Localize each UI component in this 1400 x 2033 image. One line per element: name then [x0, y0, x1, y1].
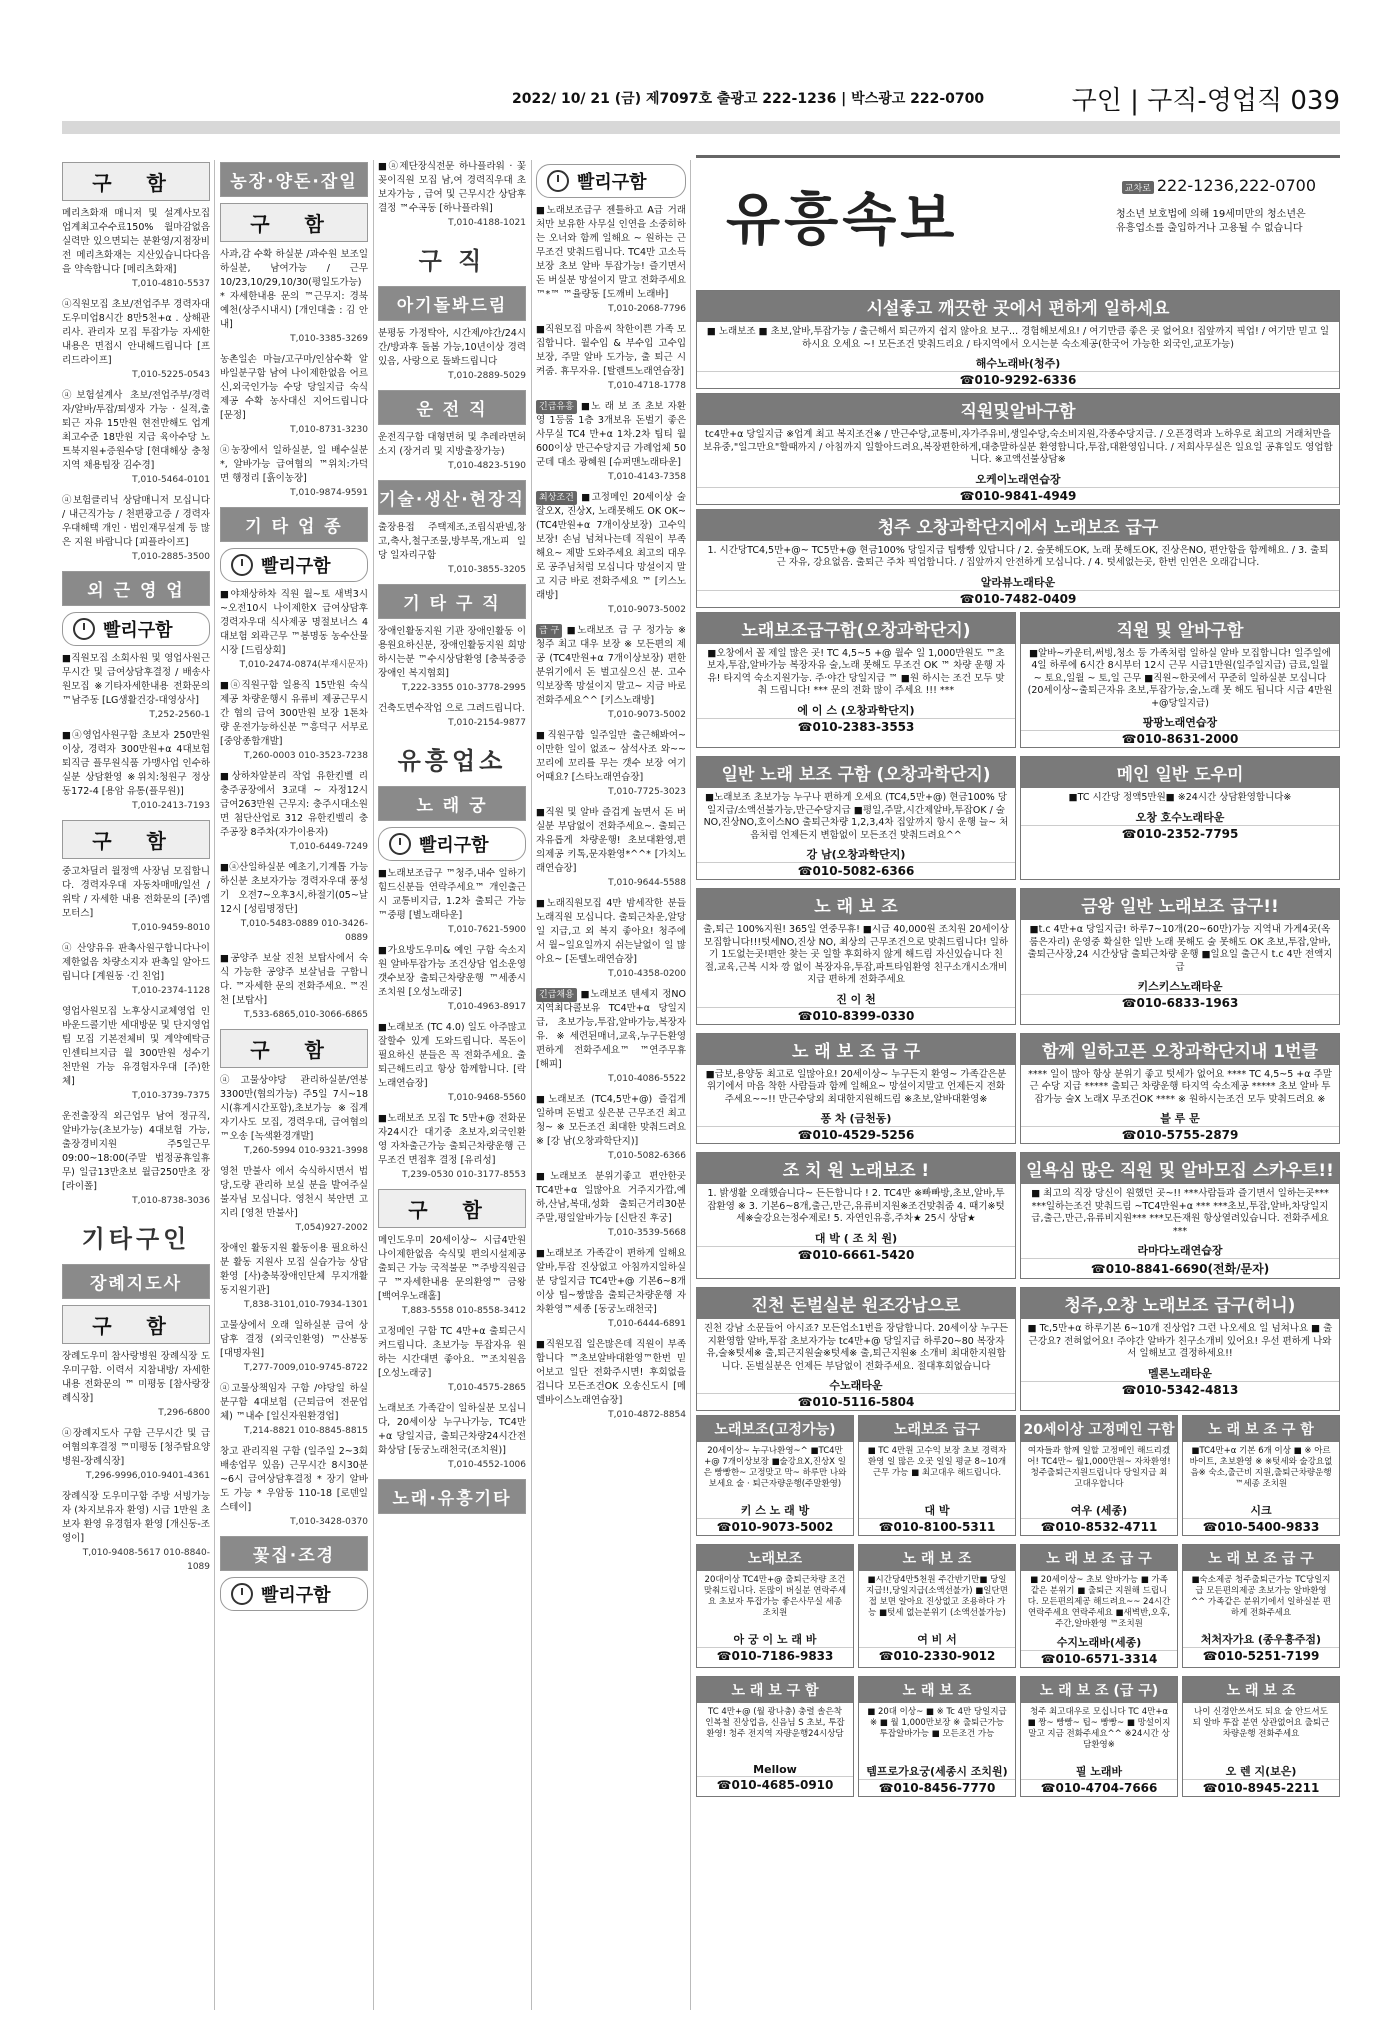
classified-ad: ⓐ직원모집 초보/전업주부 경력자대 도우미업8시간 8만5천+α . 상해관리사. 관리자 모집 투잡가능 자세한 내용은 면접시 안내해드립니다 [프리드라이프] T,010-5225-0543	[62, 299, 210, 380]
classified-ad: 긴급채용 ■노래보조 텐세지 정NO 지역최다콜보유 TC4만+α 당일지급, 초보가능,투잡,알바가능,복장자유. ※세련된매너,교육,누구든환영 편하게 전화주세요™ ™연주무휴 [해피] T,010-4086-5522	[536, 989, 686, 1084]
display-ad: 일반 노래 보조 구함 (오창과학단지) ■노래보조 초보가능 누구나 편하게 오세요 (TC4,5만+@) 현금100% 당일지급/소액선불가능,만근수당지급 ■평일,주말,시간제알바,투잡OK / 술NO,진상NO,호이스NO 출퇴근차량 1,2,3,4차 집앞까지 항시 운행 늘~ 처음처럼 언제든지 변함없이 모든조건 맞춰드려요^^ 강 남(오창과학단지) ☎010-5082-6366	[696, 756, 1016, 880]
classified-ad: 중고차딜러 월정액 사장님 모집합니다. 경력자우대 자동차매매/일선 / 위탁 / 자세한 내용 전화문의 [주)엠모터스] T,010-9459-8010	[62, 866, 210, 933]
classified-ad: 급 구 ■노래보조 급 구 정가능 ※청주 최고 대우 보장 ※ 모든편의 제공 (TC4만원+α 7개이상보장) 편한분위기에서 돈 벌고싶으신 분. 고수익보장쪽 망설이지 말고~ 지금 바로 전화주세요^^ [키스노래방] T,010-9073-5002	[536, 625, 686, 720]
display-ad: 직원및알바구함 tc4만+α 당일지급 ※업계 최고 복지조건※ / 만근수당,교통비,자가주유비,생일수당,숙소비지원,각종수당지급. / 오픈경력과 노하우로 최고의 거래처만을 보유중,"일그만요"할때까지 / 아침까지 일할아드려요,복장편한하게,대충말하실분 환영합니다,투잡,대환영입니다. / 저희사무실은 일요일 공휴일도 영업합니다. ※고액선불상담※ 오케이노래연습장 ☎010-9841-4949	[696, 393, 1340, 505]
classified-ad: ■상하차알분리 작업 유한킨벨 리 충주공장에서 3교대 ~ 자정12시 급여263만원 근무지: 충주시대소원면 첨단산업로 312 유한킨벨리 충주공장 8주차(자가이용자) T,010-6449-7249	[220, 771, 368, 852]
display-ad: 일욕심 많은 직원 및 알바모집 스카우트!! ■ 최고의 직장 당신이 원했던 곳~!! ***사람들과 즐기면서 일하는곳*** ***일하는조건 맞춰드림 ~TC4만원+α *** ***초보,투잡,알바,차당일지급,출근,만근,유류비지원*** ***모든재원 항상열려있습니다. 전화주세요*** 라마다노래연습장 ☎010-8841-6690(전화/문자)	[1020, 1152, 1340, 1279]
brand-tag: 교차로	[1122, 181, 1154, 194]
display-ad: 노래보조(고정가능) 20세이상~ 누구나환영~^ ■TC4만+@ 7개이상보장 ■술강요X,진상X 일은 빵빵한~ 고정맞고 막~ 하루만 나와보세요 술 · 퇴근자량운행(주말환영) 키 스 노 래 방 ☎010-9073-5002	[696, 1415, 854, 1536]
display-ad: 직원 및 알바구함 ■알바~카운터,써빙,청소 등 가족처럼 일하실 알바 모집합니다! 일주일에 4일 하루에 6시간 8시부터 12시 근무 시급1만원(일주일지급) 급료,일월 ~ 토요,일월 ~ 토,일 근무 ■직원~한곳에서 꾸준히 일하실분 모십니다(20세이상~출퇴근자유 초보,투잡가능,술,노래 못 해도 됩니다 시급 4만원+@당일지급) 팡팡노래연습장 ☎010-8631-2000	[1020, 612, 1340, 749]
classified-ad: 사과,감 수확 하실분 /과수원 보조일하실분, 남여가능 / 근무10/23,10/29,10/30(평일도가능) * 자세한내용 문의 ™근무지: 경북 예천(상주시내시) [개인대출 : 김 안내] T,010-3385-3269	[220, 249, 368, 344]
small-ad-grid	[696, 1415, 1340, 1801]
classified-ad: 운전출장직 외근업무 남여 정규직,알바가능(초보가능) 4대보험 가능,출장경비지원 주5일근무 09:00~18:00(주말 법정공휴일휴무) 일급13만초보 월급250만초 장 [라이폴] T,010-8738-3036	[62, 1111, 210, 1206]
category-header: 구 함	[378, 1189, 526, 1228]
classified-ad: ■직원모집 마음씨 착한이쁜 가족 모집합니다. 월수입 & 부수입 고수입 보장, 주말 알바 도가능, 출 퇴근 시켜줌. 휴무자유. [탈렌트노래연습장] T,010-4718-1778	[536, 324, 686, 391]
category-header: 구 함	[62, 162, 210, 201]
classified-ad: 노래보조 가족같이 일하실분 모십니다, 20세이상 누구나가능, TC4만+α 당일지급, 출퇴근차량24시간전화상담 [동궁노래천국(조치원)] T,010-4552-1006	[378, 1403, 526, 1470]
display-ads-column	[696, 155, 1340, 2015]
category-header: 외 근 영 업	[62, 571, 210, 606]
category-header: 기 타 업 종	[220, 507, 368, 542]
classified-ad: ■노래보조 모집 Tc 5만+@ 전화문자24시간 대기중 초보자,외국인환영 자차출근가능 출퇴근차량운행 근무조건 면접후 결정 [유리성] T,239-0530 010-3177-8553	[378, 1113, 526, 1180]
section-title: 구인 | 구직-영업직 039	[1071, 86, 1340, 116]
classified-ad: ■직원 및 알바 즐겁게 놀면서 돈 버실분 부담없이 전화주세요~. 출퇴근 자유롭게 차량운행! 초보대환영,편의제공 키톡,문자환영*^^* [가치노래연습장] T,010-9644-5588	[536, 807, 686, 888]
column-3	[378, 160, 526, 1520]
urgent-banner: 빨리구함	[536, 164, 686, 198]
classified-ad: 고물상에서 오래 일하실분 급여 상담후 결정 (외국인환영) ™산봉동 [대명자원] T,277-7009,010-9745-8722	[220, 1320, 368, 1373]
display-ad: 노 래 보 조 구 함 ■TC4만+α 기본 6개 이상 ■ ※ 아르바이트, 초보환영 ※ ※텃세와 술강요없음※ 숙소,출근비 지원,출퇴근차량운행 ™세종 조치원 시크 ☎010-5400-9833	[1182, 1415, 1340, 1536]
classified-ad: 메인도우미 20세이상~ 시급4만원 나이제한없음 숙식및 편의시설제공 출퇴근 가능 국적불문 ™주방직원급구 ™자세한내용 문의환영™ 금왕 [백여우노래홀] T,883-5558 010-8558-3412	[378, 1235, 526, 1316]
display-ad: 노 래 보 구 함 TC 4만+@ (월 광나충) 충렬 솔은착 인복철 진상업음, 신음님 S 초보, 투잡환영! 청주 전지역 자량운행24시상담 Mellow ☎010-4685-0910	[696, 1676, 854, 1797]
classified-ad: 긴급유흥 ■노 래 보 조 초보 자환영 1등룸 1층 3개보유 돈벌기 좋은사무실 TC4 만+α 1차.2차 팁티 월600이상 만근수당지급 가례업체 50군데 대소 광혜원 [슈퍼맨노래타운] T,010-4143-7358	[536, 401, 686, 482]
category-header: 농장·양돈·잡일	[220, 162, 368, 197]
classified-ad: ⓐ농장에서 일하실분, 일 배수실분 *, 알바가능 급여협의 ™위치:가덕면 행정리 [흙이농장] T,010-9874-9591	[220, 445, 368, 498]
category-header: 구 직	[378, 237, 526, 280]
display-ad: 노 래 보 조 ■시간당4만5천원 주간반기만■ 당일지급!!,당일지급(소액선불가) ■일단면접 보면 알아요 진상없고 조용하다 가능 ■텃세 없는분위기 (소액선불가능) 여 비 서 ☎010-2330-9012	[858, 1544, 1016, 1668]
classified-ad: 분평동 가정탁아, 시간제/야간/24시간/방과후 돌봄 가능,10년이상 경력있음, 사랑으로 돌봐드립니다 T,010-2889-5029	[378, 328, 526, 381]
display-ad: 금왕 일반 노래보조 급구!! ■t.c 4만+α 당일지급! 하루7~10개(20~60만)가능 지역내 가게4곳(옥룸은자리) 운영중 확실한 일반 노래 못해도 술 못해도 OK 초보,투잡,알바,출퇴근사장,24 시간상담 출퇴근차량 운행 ■일요일 출근시 t.c 4만 전액지급 키스키스노래타운 ☎010-6833-1963	[1020, 888, 1340, 1025]
classified-ad: ■공양주 보살 진천 보탑사에서 숙식 가능한 공양주 보살님을 구합니다. ™자세한 문의 전화주세요. ™진천 [보탑사] T,533-6865,010-3066-6865	[220, 953, 368, 1020]
banner-contact: 교차로 222-1236,222-0700	[1122, 176, 1316, 195]
classified-ad: 장례식장 도우미구함 주방 서빙가능자 (차지보유자 환영) 시급 1만원 초보자 환영 유경험자 환영 [개신동-조영이] T,010-9408-5617 010-8840-1089	[62, 1491, 210, 1572]
category-header: 구 함	[62, 820, 210, 859]
ad-grid	[696, 612, 1340, 1416]
classified-ad: ■노래보조급구 젠틀하고 A급 거래처만 보유한 사무실 인연을 소중히하는 오너와 함께 일해요 ~ 원하는 근무조건 맞춰드립니다. TC4만 고소득보장 초보 알바 투잡가능! 즐기면서 돈 버실분 망설이지 말고 전화주세요 ™*™ ™율량동 [도깨비 노래바] T,010-2068-7796	[536, 205, 686, 314]
display-ad: 20세이상 고정메인 구함 여자들과 함께 일할 고정메인 해드리겠어! TC4만~ 월1,000만원~ 자차환영! 청주출퇴근지원드립니다 당일지급 최고대우합니다 여우 (세종) ☎010-8532-4711	[1020, 1415, 1178, 1536]
category-header: 구 함	[62, 1305, 210, 1344]
classified-ad: ■직원모집 일은많은데 직원이 부족합니다 ™초보알바대환영™한번 믿어보고 일단 전화주시면! 후회없을겁니다 모든조건OK 오송신도시 [메델바이스노래연습장] T,010-4872-8854	[536, 1339, 686, 1420]
display-ad: 청주 오창과학단지에서 노래보조 급구 1. 시간당TC4,5만+@~ TC5만+@ 현금100% 당일지급 팁빵빵 있답니다 / 2. 술못해도OK, 노래 못해도OK, 진상은NO, 편안함을 함께해요. / 3. 출퇴근 자유, 강요없음. 출퇴근 주차 픽업합니다. / 집앞까지 안전하게 모십니다. / 4. 텃세없는곳, 한번 인연은 오래갑니다. 알라뷰노래타운 ☎010-7482-0409	[696, 509, 1340, 608]
classified-ad: ■노래보조 (TC 4.0) 일도 아주많고 잘할수 있게 도와드립니다. 목돈이 필요하신 분들은 꼭 전화주세요. 출퇴근해드리고 항상 함께합니다. [락노래연습장] T,010-9468-5560	[378, 1022, 526, 1103]
header-rule	[62, 121, 1340, 134]
display-ad: 함께 일하고픈 오창과학단지내 1번클 **** 일이 많아 항상 분위기 좋고 텃세가 없어요 **** TC 4,5~5 +α 주말근 수당 지급 ***** 출퇴근 차량운행 타지역 숙소제공 ***** 초보 알바 투잡가능 술X 노래X 무조건OK **** ※ 원하시는조건 모두 맞춰드려요 ※ 블 루 문 ☎010-5755-2879	[1020, 1033, 1340, 1145]
classified-ad: ■노래직원모집 4만 밤세작한 분들노래직원 모십니다. 출퇴근차운,알당일 지급,고 외 복지 좋아요! 청주에서 월~일요일까지 쉬는날없이 일 많아요~ [돈텔노래연습장] T,010-4358-0200	[536, 898, 686, 979]
classified-ad: 영업사원모집 노후상시교체영업 인바운드콜기반 세대방문 및 단지영업팀 모집 기본전체비 및 계약예탁금 인센티브지급 월 300만원 성수기 천만원 가능 유경험자우대 [주)한체] T,010-3739-7375	[62, 1006, 210, 1101]
display-ad: 노 래 보 조 급 구 ■ 20세이상~ 초보 알바가능 ■ 가족같은 분위기 ■ 출퇴근 지원해 드립니다. 모든편의제공 해드려요~~ 24시간 연락주세요 연락주세요 ■새벽반,오후,주간,알바환영 ™조치원 수지노래바(세종) ☎010-6571-3314	[1020, 1544, 1178, 1668]
classified-ad: ■ⓐ직원구함 일용직 15만원 숙식제공 차량운행시 유류비 제공근무시간 협의 급여 300만원 보장 1톤차량 운전가능하신분 ™흥덕구 서부로 [중앙종합개발] T,260-0003 010-3523-7238	[220, 680, 368, 761]
classified-ad: 농촌일손 마늘/고구마/인삼수확 알바일분구함 남여 나이제한없음 어르신,외국인가능 수당 당일지급 숙식제공 수확 농사대신 지어드립니다 [문정] T,010-8731-3230	[220, 354, 368, 435]
display-ad: 노래보조 20대이상 TC4만+@ 출퇴근차량 조건 맞춰드립니다. 돈많이 버실분 연락주세요 초보자 투잡가능 좋은사무실 세종 조치원 아 궁 이 노 래 바 ☎010-7186-9833	[696, 1544, 854, 1668]
classified-ad: ■노래보조 분위기좋고 편안한곳TC4만+α 일많아요 거주지가깝,예하,산남,복대,성화 출퇴근거리30분 주말,평일알바가능 [신탄진 후궁] T,010-3539-5668	[536, 1171, 686, 1238]
category-header: 구 함	[220, 1029, 368, 1068]
classified-ad: 영천 만불사 에서 숙식하시면서 법당,도량 관리하 보실 분을 발여주실 불자님 모십니다. 영천시 북안면 고지리 [영천 만불사] T,054)927-2002	[220, 1166, 368, 1233]
classified-ad: ■ⓐ산일하실분 예초기,기계톱 가능하신분 초보자가능 경력자우대 풍성기 오전7~오후3시,하절기(05~날12시 [성림명정단] T,010-5483-0889 010-3426-0889	[220, 862, 368, 943]
display-ad: 청주,오창 노래보조 급구(허니) ■ Tc,5만+α 하루기본 6~10개 진상업? 그런 나오세요 일 넘쳐나요 ■ 출근강요? 전혀없어요! 주야간 알바가 친구소개비 있어요! 우선 편하게 나와서 일해보고 결정하세요!! 멜론노래타운 ☎010-5342-4813	[1020, 1287, 1340, 1411]
classified-ad: ⓐ 산양유유 판촉사원구합니다나이제한없음 차량소지자 판촉일 알아드립니다 [계원동 ·긴 친업] T,010-2374-1128	[62, 943, 210, 996]
classified-ad: ■노래보조 (TC4,5만+@) 즐겁게 일하며 돈벌고 싶은분 근무조건 최고 청~ ※ 모든조건 최대한 맞춰드려요 ※ [강 남(오창과학단지)] T,010-5082-6366	[536, 1094, 686, 1161]
ad-tag: 긴급채용	[536, 988, 577, 1002]
display-ad: 메인 일반 도우미 ■TC 시간당 정액5만원■ ※24시간 상담환영합니다※ 오창 호수노래타운 ☎010-2352-7795	[1020, 756, 1340, 880]
classified-ad: ⓐ장례지도사 구함 근무시간 및 급여협의후결정 ™미평동 [청주탑요양병원-장례식장] T,296-9996,010-9401-4361	[62, 1428, 210, 1481]
category-header: 장례지도사	[62, 1264, 210, 1299]
classified-ad: ■가요방도우미& 예인 구함 숙소지원 알바투잡가능 조건상담 업소운영 갯수보장 출퇴근차량운행 ™세종시 조치원 [오성노래궁] T,010-4963-8917	[378, 945, 526, 1012]
urgent-banner: 빨리구함	[220, 548, 368, 582]
clock-icon	[231, 1583, 253, 1605]
classified-ad: 장애인 활동지원 활동이용 필요하신분 활동 지원사 모집 실습가능 상담환영 [사)충북장애인단체 무지개활동지원기관] T,838-3101,010-7934-1301	[220, 1243, 368, 1310]
classified-ad: ■노래보조급구 ™청주,내수 일하기힘드신분들 연락주세요™ 개인출근시 교통비지급, 1.2차 출퇴근 가능 ™중평 [별노래타운] T,010-7621-5900	[378, 868, 526, 935]
classified-ad: 장례도우미 참사랑병원 장례식장 도우미구함. 이력서 지참내방/ 자세한내용 전화문의 ™ 미평동 [참사랑장례식장] T,296-6800	[62, 1351, 210, 1418]
column-2	[220, 160, 368, 1617]
display-ad: 노 래 보 조 급 구 ■급보,용양동 최고로 일많아요! 20세이상~ 누구든지 환영~ 가족같은분위기에서 마음 착한 사람들과 함께 일해요~ 망설이지말고 언제든지 전화주세요~~!! 만근수당외 최대한지원해드림 ※초보,알바대환영※ 퐁 차 (금천동) ☎010-4529-5256	[696, 1033, 1016, 1145]
classified-ad: ■직원모집 소회사원 및 영업사원근무시간 및 급여상담후결정 / 배송사원모집 ※기타자세한내용 전화문의 ™남주동 [LG생활건강-대영상사] T,252-2560-1	[62, 653, 210, 720]
clock-icon	[547, 170, 569, 192]
column-divider	[531, 160, 532, 2010]
issue-info: 2022/ 10/ 21 (금) 제7097호 출광고 222-1236 | 박스광고 222-0700	[512, 91, 985, 107]
classified-ad: ⓐ보험클리닉 상담매니저 모십니다 / 내근직가능 / 천편광고증 / 경력자 우대해택 개인 · 법인재무설계 등 많은 지원 바랍니다 [피플라이프] T,010-2885-3500	[62, 495, 210, 562]
page-header	[62, 80, 1340, 120]
category-header: 꽃집·조경	[220, 1536, 368, 1571]
display-ad: 노 래 보 조 급 구 ■숙소제공 청주출퇴근가능 TC당일지급 모든편의제공 초보가능 알바환영^^ 가족같은 분위기에서 일하실분 편하게 전화주세요 처처자가요 (종우흥주점) ☎010-5251-7199	[1182, 1544, 1340, 1668]
banner-title: 유흥속보	[726, 188, 959, 253]
display-ad: 노 래 보 조 나이 신경안쓰셔도 되요 술 안드셔도 되 알바 투잡 분연 상관없어요 출퇴근 차량운행 전화주세요 오 렌 지(보은) ☎010-8945-2211	[1182, 1676, 1340, 1797]
category-header: 기타구인	[62, 1215, 210, 1258]
ad-tag: 최상조건	[536, 491, 577, 505]
classified-ad: 장애인활동지원 기관 장애인활동 이용원요하신분, 장애인활동지원 희망하시는분 ™수시상담환영 [충북중증장애인 복지협회] T,222-3355 010-3778-2995	[378, 626, 526, 693]
display-ad: 조 치 원 노래보조 ! 1. 밝생활 오래했습니다~ 든든합니다 ! 2. TC4만 ※빠빠방,초보,알바,투잡환영 ※ 3. 기본6~8개,출근,만근,유류비지원※조건맞춰줌 4. 때기※텃세※술강요는정수제로! 5. 자연인유흥,주차★ 25시 상담★ 대 박 ( 조 치 원) ☎010-6661-5420	[696, 1152, 1016, 1279]
classified-ad: ■ⓐ제단장식전문 하나플라워 · 꽃꽂이직원 모집 남,여 경력직우대 초보자가능 , 급여 및 근무시간 상담후결정 ™수곡동 [하나플라워] T,010-4188-1021	[378, 161, 526, 228]
column-divider	[690, 160, 691, 2010]
category-header: 구 함	[220, 203, 368, 242]
category-header: 운 전 직	[378, 390, 526, 425]
column-4	[536, 160, 686, 1429]
column-divider	[214, 160, 215, 2010]
category-header: 노래·유흥기타	[378, 1479, 526, 1514]
display-ad: 노래보조급구함(오창과학단지) ■오창에서 꼴 제일 많은 곳! TC 4,5~5 +@ 월수 일 1,000만원도 ™초보자,투잡,알바가능 복장자유 술,노래 못해도 무조건 OK ™ 차량 운행 자유! 타지역 숙소지원가능. 주·야간 당일지급 ™ ■원 하시는 조건 모두 맞춰 드립니다! *** 문의 전화 많이 주세요 !!! *** 에 이 스 (오창과학단지) ☎010-2383-3553	[696, 612, 1016, 749]
classified-ad: 운전직구함 대형면허 및 추레라면허소지 (장거리 및 지방출장가능) T,010-4823-5190	[378, 432, 526, 471]
display-ad: 노래보조 급구 ■ TC 4만원 고수익 보장 초보 경력자 환영 일 많은 오곳 일일 평균 8~10개 근무 가능 ■ 최고대우 해드립니다. 대 박 ☎010-8100-5311	[858, 1415, 1016, 1536]
classified-ad: 메리츠화재 매니저 및 설계사모집 업계최고수수료150% 월마감없음 실력만 있으면되는 분환영/지점장비전 메리츠화재는 지산있습니다다음을 약속합니다 [메리츠화재] T,010-4810-5537	[62, 208, 210, 289]
category-header: 기술·생산·현장직	[378, 480, 526, 515]
classified-ad: 최상조건 ■고정메인 20세이상 술잘오X, 진상X, 노래못해도 OK OK~ (TC4만원+α 7개이상보장) 고수익보장! 손님 넘쳐나는데 직원이 부족해요~ 제발 도와주세요 최고의 대우로 공주님처럼 모십니다 망설이지 말고 지금 바로 전화주세요 ™ [키스노래방] T,010-9073-5002	[536, 492, 686, 615]
classified-ad: ⓐ보험설계사 초보/전업주부/경력자/알바/투잡/퇴생자 가능 · 실적,출퇴근 자유 15만원 현전만해도 업계최고수준 18만원 지급 육아수당 노트북지원+증원수당 [현대해상 충청지역 채용팀장 김수경] T,010-5464-0101	[62, 390, 210, 485]
classified-ad: ■직원구함 일주일만 출근해봐여~ 이만한 일이 없죠~ 삼석사조 와~~ 꼬리에 꼬리를 무는 갯수 보장 여기 어때요? [스타노래연습장] T,010-7725-3023	[536, 730, 686, 797]
category-header: 아기돌봐드림	[378, 286, 526, 321]
display-ad: 시설좋고 깨끗한 곳에서 편하게 일하세요 ■ 노래보조 ■ 초보,알바,투잡가능 / 출근해서 퇴근까지 쉽지 않아요 보구... 경험해보세요! / 여기만큼 좋은 곳 없어요! 집앞까지 픽업! / 여기만 믿고 일하시요 오세요 ~! 모든조건 맞춰드리요 / 타지역에서 오시는분 숙소제공(한국어 가능한 외국인,교포가능) 해수노래바(청주) ☎010-9292-6336	[696, 290, 1340, 389]
urgent-banner: 빨리구함	[220, 1577, 368, 1611]
clock-icon	[389, 833, 411, 855]
urgent-banner: 빨리구함	[62, 612, 210, 646]
category-header: 유흥업소	[378, 737, 526, 780]
display-ad: 진천 돈벌실분 원조강남으로 진천 강남 소문들어 아시죠? 모든업소1번을 장담합니다. 20세이상 누구든지환영합 알바,투잡 초보자가능 tc4만+@ 당일지급 하루20~80 복장자유,술※텃세※ 출,퇴근지원술※텃세※ 출,퇴근지원※ 소개비 최대한지원합니다. 돈벌실분은 언제든 부담없이 전화주세요. 절대후회없습니다 수노래타운 ☎010-5116-5804	[696, 1287, 1016, 1411]
clock-icon	[73, 618, 95, 640]
classified-ad: ■노래보조 가족같이 편하게 일해요 알바,투잡 진상없고 아침까지일하실분 당일지급 TC4만+@ 기본6~8개이상 팁~짱많음 출퇴근차량운행 자차환영™세종 [동궁노래천국] T,010-6444-6891	[536, 1248, 686, 1329]
urgent-banner: 빨리구함	[378, 827, 526, 861]
category-header: 노 래 궁	[378, 786, 526, 821]
column-divider	[373, 160, 374, 2010]
classified-ad: ⓐ고물상책임자 구함 /야당일 하실분구함 4대보험 (근퇴급여 전문업체) ™내수 [일신자원환경업] T,214-8821 010-8845-8815	[220, 1383, 368, 1436]
classified-ad: 출장용접 주택제조,조립식판넬,창고,축사,철구조물,방부목,개노피 일당 일자리구함 T,010-3855-3205	[378, 522, 526, 575]
classified-ad: ■야채상하차 직원 월~토 새벽3시~오전10시 나이제한X 급여상담후 경력자우대 식사제공 명절보너스 4대보험 외곽근무 ™봉명동 농수산물시장 [드림상회] T,010-2474-0874(부재시문자)	[220, 589, 368, 670]
ad-tag: 급 구	[536, 624, 562, 638]
clock-icon	[231, 554, 253, 576]
classified-ad: 고정메인 구함 TC 4만+α 출퇴근시켜드립니다. 초보가능 투잡자유 원하는 시간대면 좋아요. ™조치원음 [오성노래궁] T,010-4575-2865	[378, 1326, 526, 1393]
classified-ad: ⓐ고물상야당 관리하실분/연봉3300만(협의가능) 주5일 7시~18시(휴게시간포함),초보가능 ※집계자기사도 모집, 경력우대, 급여협의 ™오송 [녹색환경개발] T,260-5994 010-9321-3998	[220, 1075, 368, 1156]
display-ad: 노 래 보 조 출,퇴근 100%지원! 365일 연중무휴! ■시급 40,000원 조치원 20세이상 모집합니다!!!텃세NO,진상 NO, 최상의 근무조건으로 맞춰드립니다! 일하기 1도없는곳!편안 찾는 곳 일할 후회하지 않게 해드림 자신있습니다 친절,교육,근복 시차 깡 없이 복장자유,투잡,파트타임환영 친구소개시소개비지급 편하게 전화주세요 진 이 천 ☎010-8399-0330	[696, 888, 1016, 1025]
display-ad: 노 래 보 조 ■ 20대 이상~ ■ ※ Tc 4만 당일지급 ※ ■ 월 1,000만보장 ※ 출퇴근가능 투잡알바가능 ■ 모든조건 가능 템프로가요궁(세종시 조치원) ☎010-8456-7770	[858, 1676, 1016, 1797]
classified-ad: 건축도면수작업 으로 그려드립니다. T,010-2154-9877	[378, 703, 526, 728]
classified-ad: ■ⓐ영업사원구함 초보자 250만원이상, 경력자 300만원+α 4대보험 퇴직금 플무원식품 가맹사업 인수하실분 상담환영 ※위치:청원구 정상동172-4 [용암 유통(플무원)] T,010-2413-7193	[62, 730, 210, 811]
classified-ad: 창고 관리직원 구함 (일주일 2~3회 배송업무 있음) 근무시간 8시30분~6시 급여상담후결정 * 장기 알바도 가능 * 우암동 110-18 [로덴일스테이] T,010-3428-0370	[220, 1446, 368, 1527]
column-1	[62, 160, 210, 1581]
section-banner	[696, 155, 1340, 290]
ad-tag: 긴급유흥	[536, 400, 577, 414]
banner-notice: 청소년 보호법에 의해 19세미만의 청소년은 유흥업소를 출입하거나 고용될 수 없습니다	[1116, 209, 1306, 234]
category-header: 기 타 구 직	[378, 584, 526, 619]
display-ad: 노 래 보 조 (급 구) 청주 최고대우로 모십니다 TC 4만+α ■ 짱~ 빵빵~ 팁~ 빵빵~ ■ 망설이지말고 지금 전화주세요^^ ※24시간 상담환영※ 필 노래바 ☎010-4704-7666	[1020, 1676, 1178, 1797]
